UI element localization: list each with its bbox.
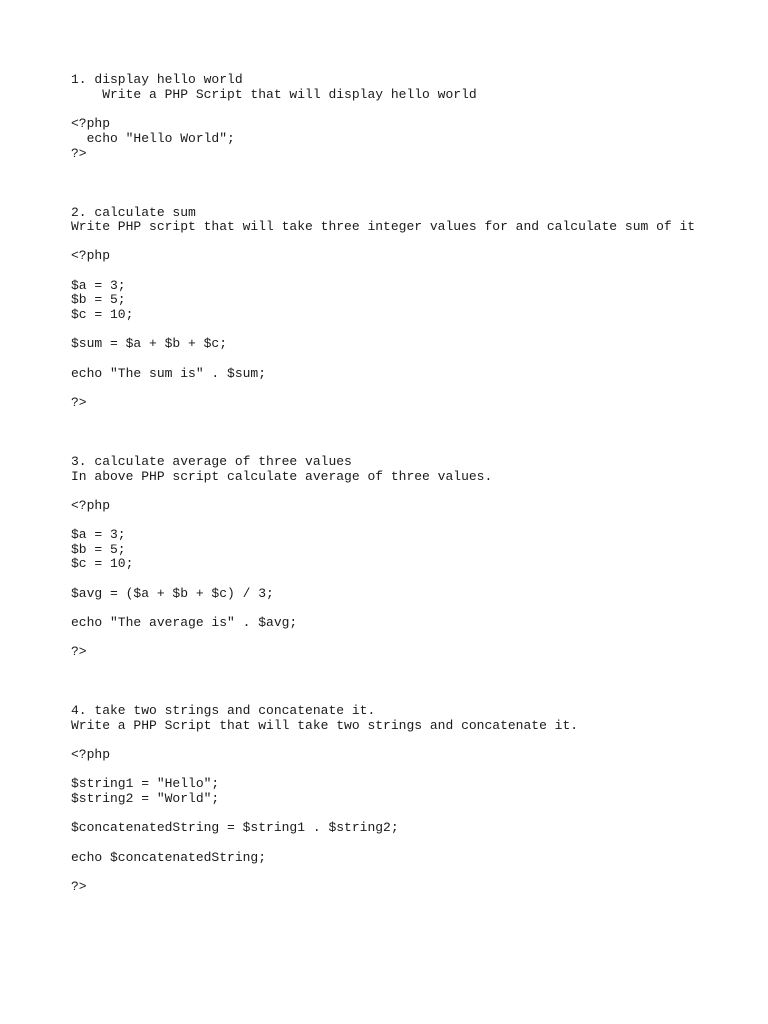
code-line: ?> <box>71 395 87 410</box>
code-line: $string2 = "World"; <box>71 791 220 806</box>
section-2-description: Write PHP script that will take three integer values for and calculate sum of it <box>71 219 696 234</box>
code-line: echo "Hello World"; <box>71 131 235 146</box>
code-line: $c = 10; <box>71 307 134 322</box>
code-line: <?php <box>71 248 111 263</box>
code-line: ?> <box>71 146 87 161</box>
code-line: <?php <box>71 116 111 131</box>
code-line: <?php <box>71 498 111 513</box>
section-1-description: Write a PHP Script that will display hello world <box>71 87 477 102</box>
code-line: echo "The average is" . $avg; <box>71 615 298 630</box>
code-line: <?php <box>71 747 111 762</box>
code-line: $sum = $a + $b + $c; <box>71 336 228 351</box>
code-line: $a = 3; <box>71 527 126 542</box>
section-4-description: Write a PHP Script that will take two strings and concatenate it. <box>71 718 579 733</box>
section-2-heading: 2. calculate sum <box>71 205 196 220</box>
code-line: $avg = ($a + $b + $c) / 3; <box>71 586 274 601</box>
code-line: $concatenatedString = $string1 . $string2; <box>71 820 399 835</box>
code-line: echo $concatenatedString; <box>71 850 267 865</box>
code-line: ?> <box>71 879 87 894</box>
section-3-heading: 3. calculate average of three values <box>71 454 352 469</box>
section-4-heading: 4. take two strings and concatenate it. <box>71 703 376 718</box>
section-3-description: In above PHP script calculate average of three values. <box>71 469 493 484</box>
code-line: ?> <box>71 644 87 659</box>
code-line: $a = 3; <box>71 278 126 293</box>
code-line: echo "The sum is" . $sum; <box>71 366 267 381</box>
section-1-heading: 1. display hello world <box>71 72 243 87</box>
code-line: $string1 = "Hello"; <box>71 776 220 791</box>
code-line: $c = 10; <box>71 556 134 571</box>
code-line: $b = 5; <box>71 292 126 307</box>
code-line: $b = 5; <box>71 542 126 557</box>
